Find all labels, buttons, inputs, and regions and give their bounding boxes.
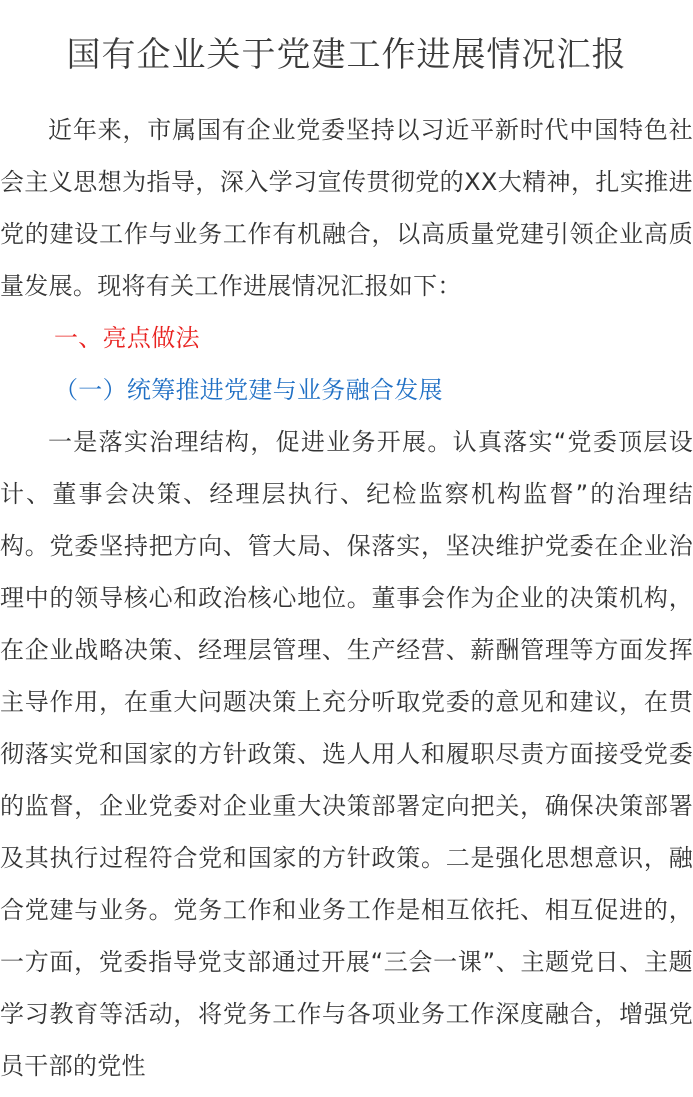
section-heading: 一、亮点做法 [54,324,200,352]
subsection-heading: （一）统筹推进党建与业务融合发展 [54,376,443,404]
document-body [0,104,693,1092]
document-title: 国有企业关于党建工作进展情况汇报 [66,35,627,75]
intro-paragraph: 近年来，市属国有企业党委坚持以习近平新时代中国特色社会主义思想为指导，深入学习宣传贯彻党的XX大精神，扎实推进党的建设工作与业务工作有机融合，以高质量党建引领企业高质量发展。现将有关工作进展情况汇报如下： [0,116,693,300]
body-paragraph: 一是落实治理结构，促进业务开展。认真落实“党委顶层设计、董事会决策、经理层执行、纪检监察机构监督”的治理结构。党委坚持把方向、管大局、保落实，坚决维护党委在企业治理中的领导核心和政治核心地位。董事会作为企业的决策机构，在企业战略决策、经理层管理、生产经营、薪酬管理等方面发挥主导作用，在重大问题决策上充分听取党委的意见和建议，在贯彻落实党和国家的方针政策、选人用人和履职尽责方面接受党委的监督，企业党委对企业重大决策部署定向把关，确保决策部署及其执行过程符合党和国家的方针政策。二是强化思想意识，融合党建与业务。党务工作和业务工作是相互依托、相互促进的，一方面，党委指导党支部通过开展“三会一课”、主题党日、主题学习教育等活动，将党务工作与各项业务工作深度融合，增强党员干部的党性 [0,428,693,1080]
